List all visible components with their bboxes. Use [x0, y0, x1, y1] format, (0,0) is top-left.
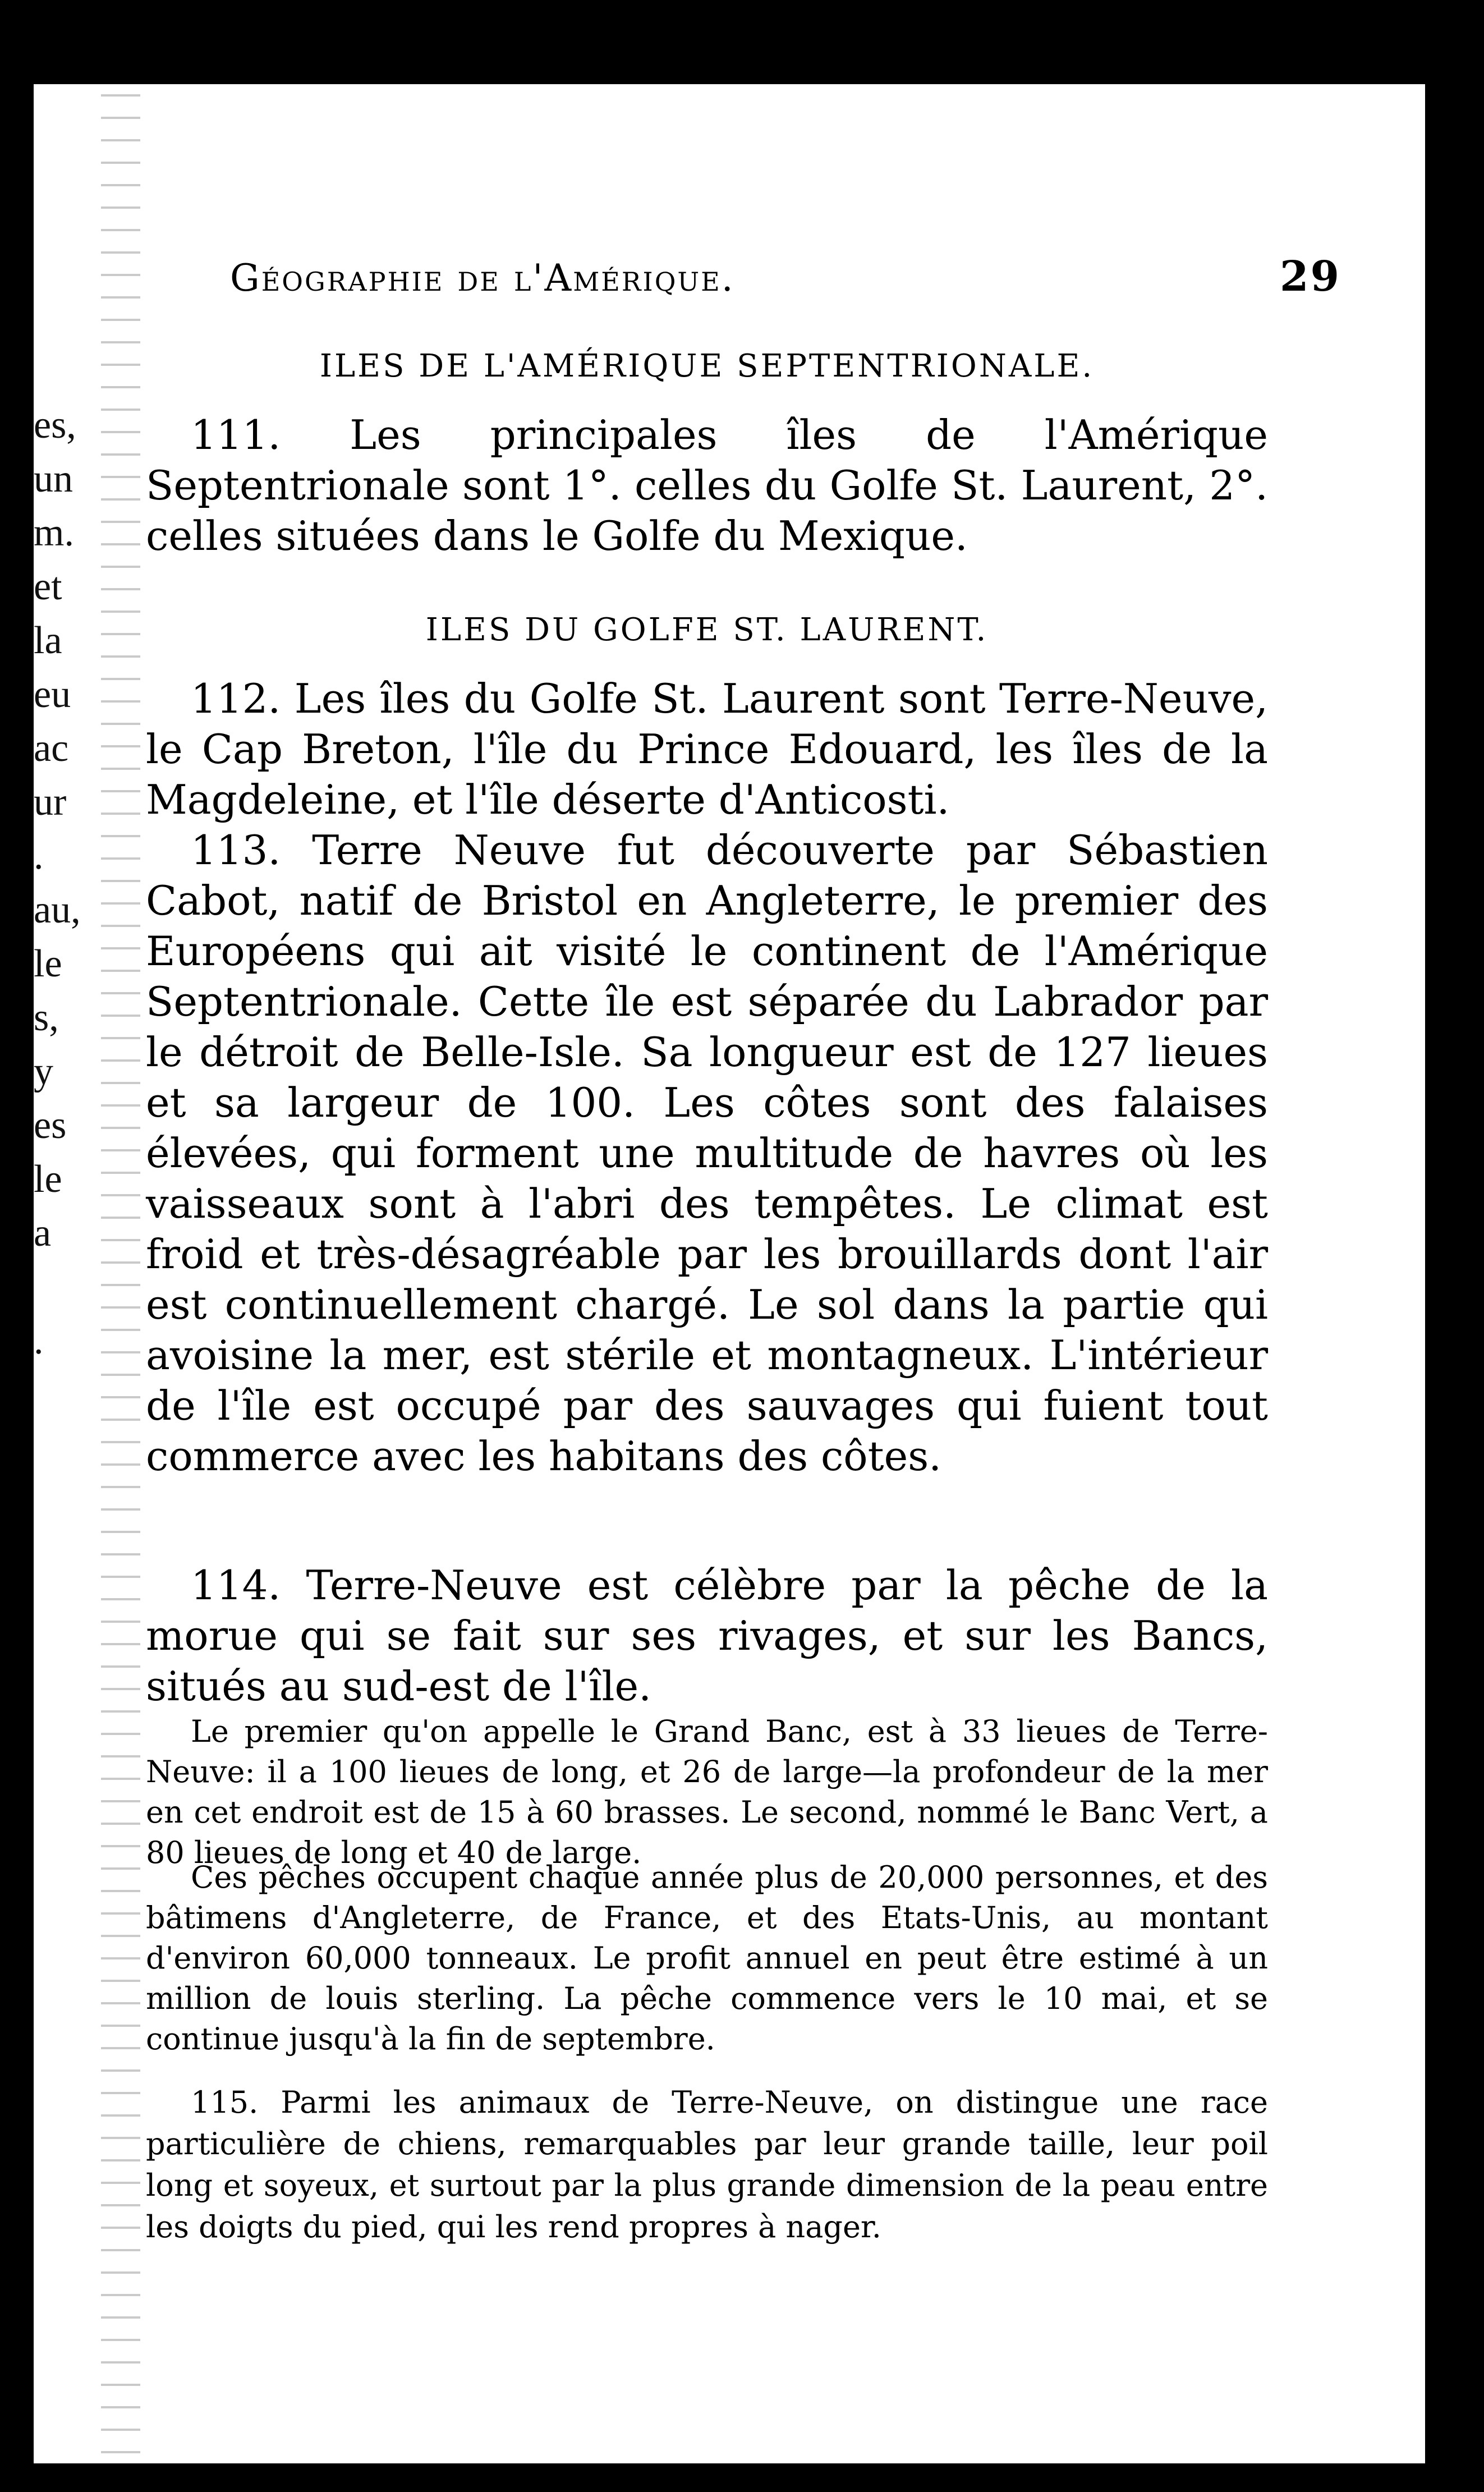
fragment: la	[34, 619, 62, 662]
fragment: es,	[34, 403, 76, 447]
fragment: et	[34, 565, 62, 608]
section-heading-2: ILES DU GOLFE ST. LAURENT.	[425, 612, 989, 648]
fragment: un	[34, 457, 73, 501]
paragraph-113: 113. Terre Neuve fut découverte par Sébastien Cabot, natif de Bristol en Angleterre, le premier des Européens qui ait visité le continent de l'Amérique Septentrionale. Cette île est séparée du Labrador par le détroit de Belle-Isle. Sa longueur est de 127 lieues et sa largeur de 100. Les côtes sont des falaises élevées, qui forment une multitude de havres où les vaisseaux sont à l'abri des tempêtes. Le climat est froid et très-désagréable par les brouillards dont l'air est continuellement chargé. Le sol dans la partie qui avoisine la mer, est stérile et montagneux. L'intérieur de l'île est occupé par des sauvages qui fuient tout commerce avec les habitans des côtes.	[146, 827, 1268, 1480]
header-title: Géographie de l'Amérique.	[230, 256, 735, 300]
fragment: le	[34, 942, 62, 985]
section-heading-1: ILES DE L'AMÉRIQUE SEPTENTRIONALE.	[319, 348, 1095, 384]
note-peches: Ces pêches occupent chaque année plus de 20,000 personnes, et des bâtimens d'Angleterre, de France, et des Etats-Unis, au montant d'environ 60,000 tonneaux. Le profit annuel en peut être estimé à un million de louis sterling. La pêche commence vers le 10 mai, et se continue jusqu'à la fin de septembre.	[146, 1860, 1268, 2057]
paragraph-115: 115. Parmi les animaux de Terre-Neuve, on distingue une race particulière de chiens, remarquables par leur grande taille, leur poil long et soyeux, et surtout par la plus grande dimension de la peau entre les doigts du pied, qui les rend propres à nager.	[146, 2085, 1268, 2245]
book-page	[34, 84, 1425, 2463]
paragraph-112: 112. Les îles du Golfe St. Laurent sont Terre-Neuve, le Cap Breton, l'île du Prince Edouard, les îles de la Magdeleine, et l'île déserte d'Anticosti.	[146, 675, 1268, 823]
paragraph-114: 114. Terre-Neuve est célèbre par la pêche de la morue qui se fait sur ses rivages, et sur les Bancs, situés au sud-est de l'île.	[146, 1562, 1268, 1710]
fragment: .	[34, 1319, 44, 1362]
fragment: le	[34, 1158, 62, 1201]
fragment: eu	[34, 673, 71, 716]
fragment: es	[34, 1104, 67, 1147]
running-header	[230, 253, 1341, 320]
fragment: ac	[34, 727, 69, 770]
note-grand-banc: Le premier qu'on appelle le Grand Banc, est à 33 lieues de Terre-Neuve: il a 100 lieues de long, et 26 de large—la profondeur de la mer en cet endroit est de 15 à 60 brasses. Le second, nommé le Banc Vert, a 80 lieues de long et 40 de large.	[146, 1714, 1268, 1870]
fragment: a	[34, 1211, 52, 1255]
fragment: ur	[34, 781, 67, 824]
page-gutter	[101, 84, 140, 2463]
fragment: .	[34, 834, 44, 878]
fragment: s,	[34, 996, 59, 1039]
fragment: y	[34, 1050, 53, 1093]
fragment: au,	[34, 888, 81, 931]
paragraph-111: 111. Les principales îles de l'Amérique Septentrionale sont 1°. celles du Golfe St. Laurent, 2°. celles situées dans le Golfe du Mexique.	[146, 411, 1268, 559]
page-number: 29	[1280, 253, 1341, 301]
fragment: m.	[34, 511, 74, 554]
